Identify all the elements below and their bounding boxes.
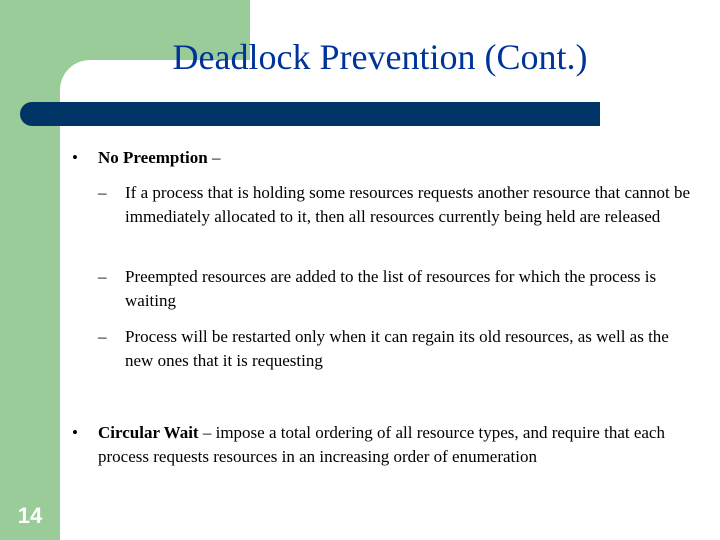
bullet-circular-wait <box>98 421 698 469</box>
slide-title: Deadlock Prevention (Cont.) <box>172 37 588 77</box>
subitem-marker: – <box>98 183 107 202</box>
bullet-rest: – impose a total ordering of all resource types, and require that each process requests resources in an increasing order of enumeration <box>98 423 665 466</box>
subitem-process-restarted: Process will be restarted only when it can regain its old resources, as well as the new ones that it is requesting <box>125 327 669 370</box>
subitem-preempted-resources: Preempted resources are added to the list of resources for which the process is waiting <box>125 267 657 310</box>
slide-number: 14 <box>17 503 43 528</box>
bullet-no-preemption <box>98 146 698 170</box>
bullet-marker: • <box>72 423 78 442</box>
bullet-rest: – <box>207 148 221 167</box>
bullet-marker: • <box>72 148 78 167</box>
subitem-marker: – <box>98 267 107 286</box>
bullet-heading: Circular Wait <box>98 423 199 442</box>
bullet-heading: No Preemption <box>98 148 208 167</box>
subitem-marker: – <box>98 327 107 346</box>
subitem-release-resources: If a process that is holding some resources requests another resource that cannot be immediately allocated to it, then all resources currently being held are released <box>125 183 691 226</box>
